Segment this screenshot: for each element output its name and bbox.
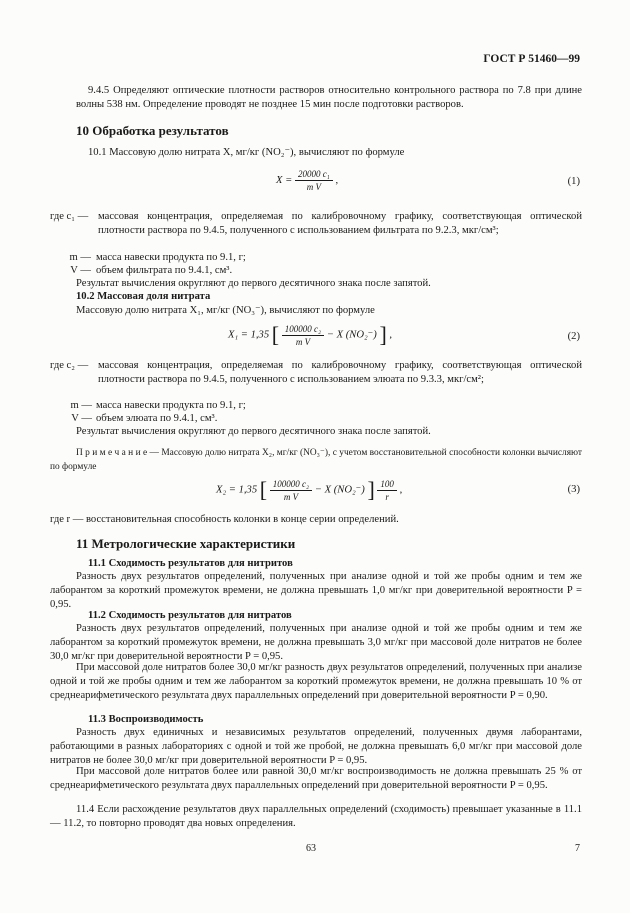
subsection-11-2-title: 11.2 Сходимость результатов для нитратов — [88, 610, 292, 621]
paragraph-10-2: Массовую долю нитрата X₁, мг/кг (NO₃⁻), вычисляют по формуле — [76, 305, 375, 316]
rounding-note-2: Результат вычисления округляют до первого десятичного знака после запятой. — [76, 426, 431, 437]
subsection-10-2-title: 10.2 Массовая доля нитрата — [76, 291, 211, 302]
eq2-tail: , — [389, 329, 393, 341]
note-block: П р и м е ч а н и е — Массовую долю нитрата X₂, мг/кг (NO₃⁻), с учетом восстановительной способности колонки вычисляют по формуле — [50, 448, 582, 472]
eq3-lhs: X₂ = 1,35 — [216, 484, 258, 496]
paragraph-11-2a: Разность двух результатов определений, полученных при анализе одной и той же пробы одним и тем же лаборантом за короткий промежуток времени, не должна превышать 3,0 мг/кг при массовой доле нитратов не более 30,0 мг/кг при доверительной вероятности P = 0,95. — [50, 623, 582, 662]
eq1-numerator: 20000 c₁ — [295, 168, 333, 181]
subsection-11-3-title: 11.3 Воспроизводимость — [88, 714, 204, 725]
equation-2-number: (2) — [567, 331, 580, 342]
standard-header: ГОСТ Р 51460—99 — [483, 53, 580, 65]
eq3-numerator: 100000 c₂ — [270, 478, 312, 491]
equation-3-number: (3) — [567, 484, 580, 495]
where2-text-c2: массовая концентрация, определяемая по калибровочному графику, соответствующая оптической плотности раствора по 9.4.5, полученного с использованием элюата по 9.3.3, мкг/см²; — [98, 360, 582, 385]
paragraph-9-4-5: 9.4.5 Определяют оптические плотности растворов относительно контрольного раствора по 7.8 при длине волны 538 нм. Определение проводят не позднее 15 мин после подготовки растворов. — [76, 85, 582, 110]
page-number-right: 7 — [575, 843, 580, 854]
where3-text: где r — восстановительная способность колонки в конце серии определений. — [50, 514, 399, 525]
eq2-minus-term: − X (NO₂⁻) — [326, 329, 377, 341]
where2-sym-c2: где c₂ — — [50, 360, 89, 371]
where2-text-v: объем элюата по 9.4.1, см³. — [96, 413, 218, 424]
eq3-factor-denominator: r — [385, 491, 389, 502]
eq3-denominator: m V — [283, 491, 299, 502]
eq2-denominator: m V — [295, 336, 311, 347]
rounding-note-1: Результат вычисления округляют до первого десятичного знака после запятой. — [76, 278, 431, 289]
eq2-right-bracket: ] — [379, 322, 387, 347]
where2-sym-m: m — — [70, 400, 92, 411]
where1-sym-v: V — — [70, 265, 91, 276]
where1-text-m: масса навески продукта по 9.1, г; — [96, 252, 246, 263]
where1-text-c1: массовая концентрация, определяемая по калибровочному графику, соответствующая оптической плотности раствора по 9.4.5, полученного с использованием фильтрата по 9.2.3, мкг/см³; — [98, 211, 582, 236]
where1-sym-c1: где c₁ — — [50, 211, 89, 222]
eq3-left-bracket: [ — [259, 477, 268, 502]
paragraph-11-4: 11.4 Если расхождение результатов двух параллельных определений (сходимость) превышает указанные в 11.1 — 11.2, то повторно проводят два новых определения. — [50, 804, 582, 829]
eq2-lhs: X₁ = 1,35 — [228, 329, 270, 341]
equation-3 — [216, 477, 402, 503]
where1-text-v: объем фильтрата по 9.4.1, см³. — [96, 265, 233, 276]
paragraph-11-2b: При массовой доле нитратов более 30,0 мг/кг разность двух результатов определений, полученных при анализе одной и той же пробы одним и тем же лаборантом за короткий промежуток времени, не должна превышать 10 % от среднеарифметического результата двух параллельных определений при доверительной вероятности P = 0,90. — [50, 662, 582, 701]
page-number-center: 63 — [306, 843, 316, 854]
eq3-fraction — [270, 478, 312, 503]
eq1-denominator: m V — [306, 182, 321, 192]
paragraph-11-3a: Разность двух единичных и независимых результатов определений, полученных двумя лаборантами, работающими в разных лабораториях с одной и той же пробой, не должна превышать 6,0 мг/кг при массовой доле нитратов не более 30,0 мг/кг при доверительной вероятности P = 0,95. — [50, 727, 582, 766]
eq3-minus-term: − X (NO₂⁻) — [314, 484, 365, 496]
eq3-factor-fraction — [377, 478, 397, 503]
equation-1 — [276, 168, 338, 193]
eq3-tail: , — [399, 484, 403, 496]
where1-sym-m: m — — [69, 252, 91, 263]
where2-sym-v: V — — [71, 413, 92, 424]
eq3-right-bracket: ] — [367, 477, 375, 502]
section-11-title: 11 Метрологические характеристики — [76, 536, 296, 551]
subsection-11-1-title: 11.1 Сходимость результатов для нитритов — [88, 558, 293, 569]
eq1-fraction — [295, 168, 333, 193]
equation-1-number: (1) — [567, 176, 580, 187]
eq2-fraction — [282, 323, 324, 348]
paragraph-11-3b: При массовой доле нитратов более или равной 30,0 мг/кг воспроизводимость не должна превышать 25 % от среднеарифметического результата двух параллельных определений при доверительной вероятности P = 0,95. — [50, 766, 582, 791]
equation-2 — [228, 322, 392, 348]
eq2-left-bracket: [ — [271, 322, 280, 347]
section-10-title: 10 Обработка результатов — [76, 123, 229, 138]
eq1-tail: , — [335, 174, 339, 186]
paragraph-10-1: 10.1 Массовую долю нитрата X, мг/кг (NO₂⁻), вычисляют по формуле — [88, 147, 405, 158]
eq1-lhs: X = — [276, 174, 293, 186]
where2-text-m: масса навески продукта по 9.1, г; — [96, 400, 246, 411]
eq3-factor-numerator: 100 — [377, 478, 397, 491]
paragraph-11-1: Разность двух результатов определений, полученных при анализе одной и той же пробы одним и тем же лаборантом за короткий промежуток времени, не должна превышать 1,0 мг/кг при доверительной вероятности P = 0,95. — [50, 571, 582, 610]
eq2-numerator: 100000 c₂ — [282, 323, 324, 336]
